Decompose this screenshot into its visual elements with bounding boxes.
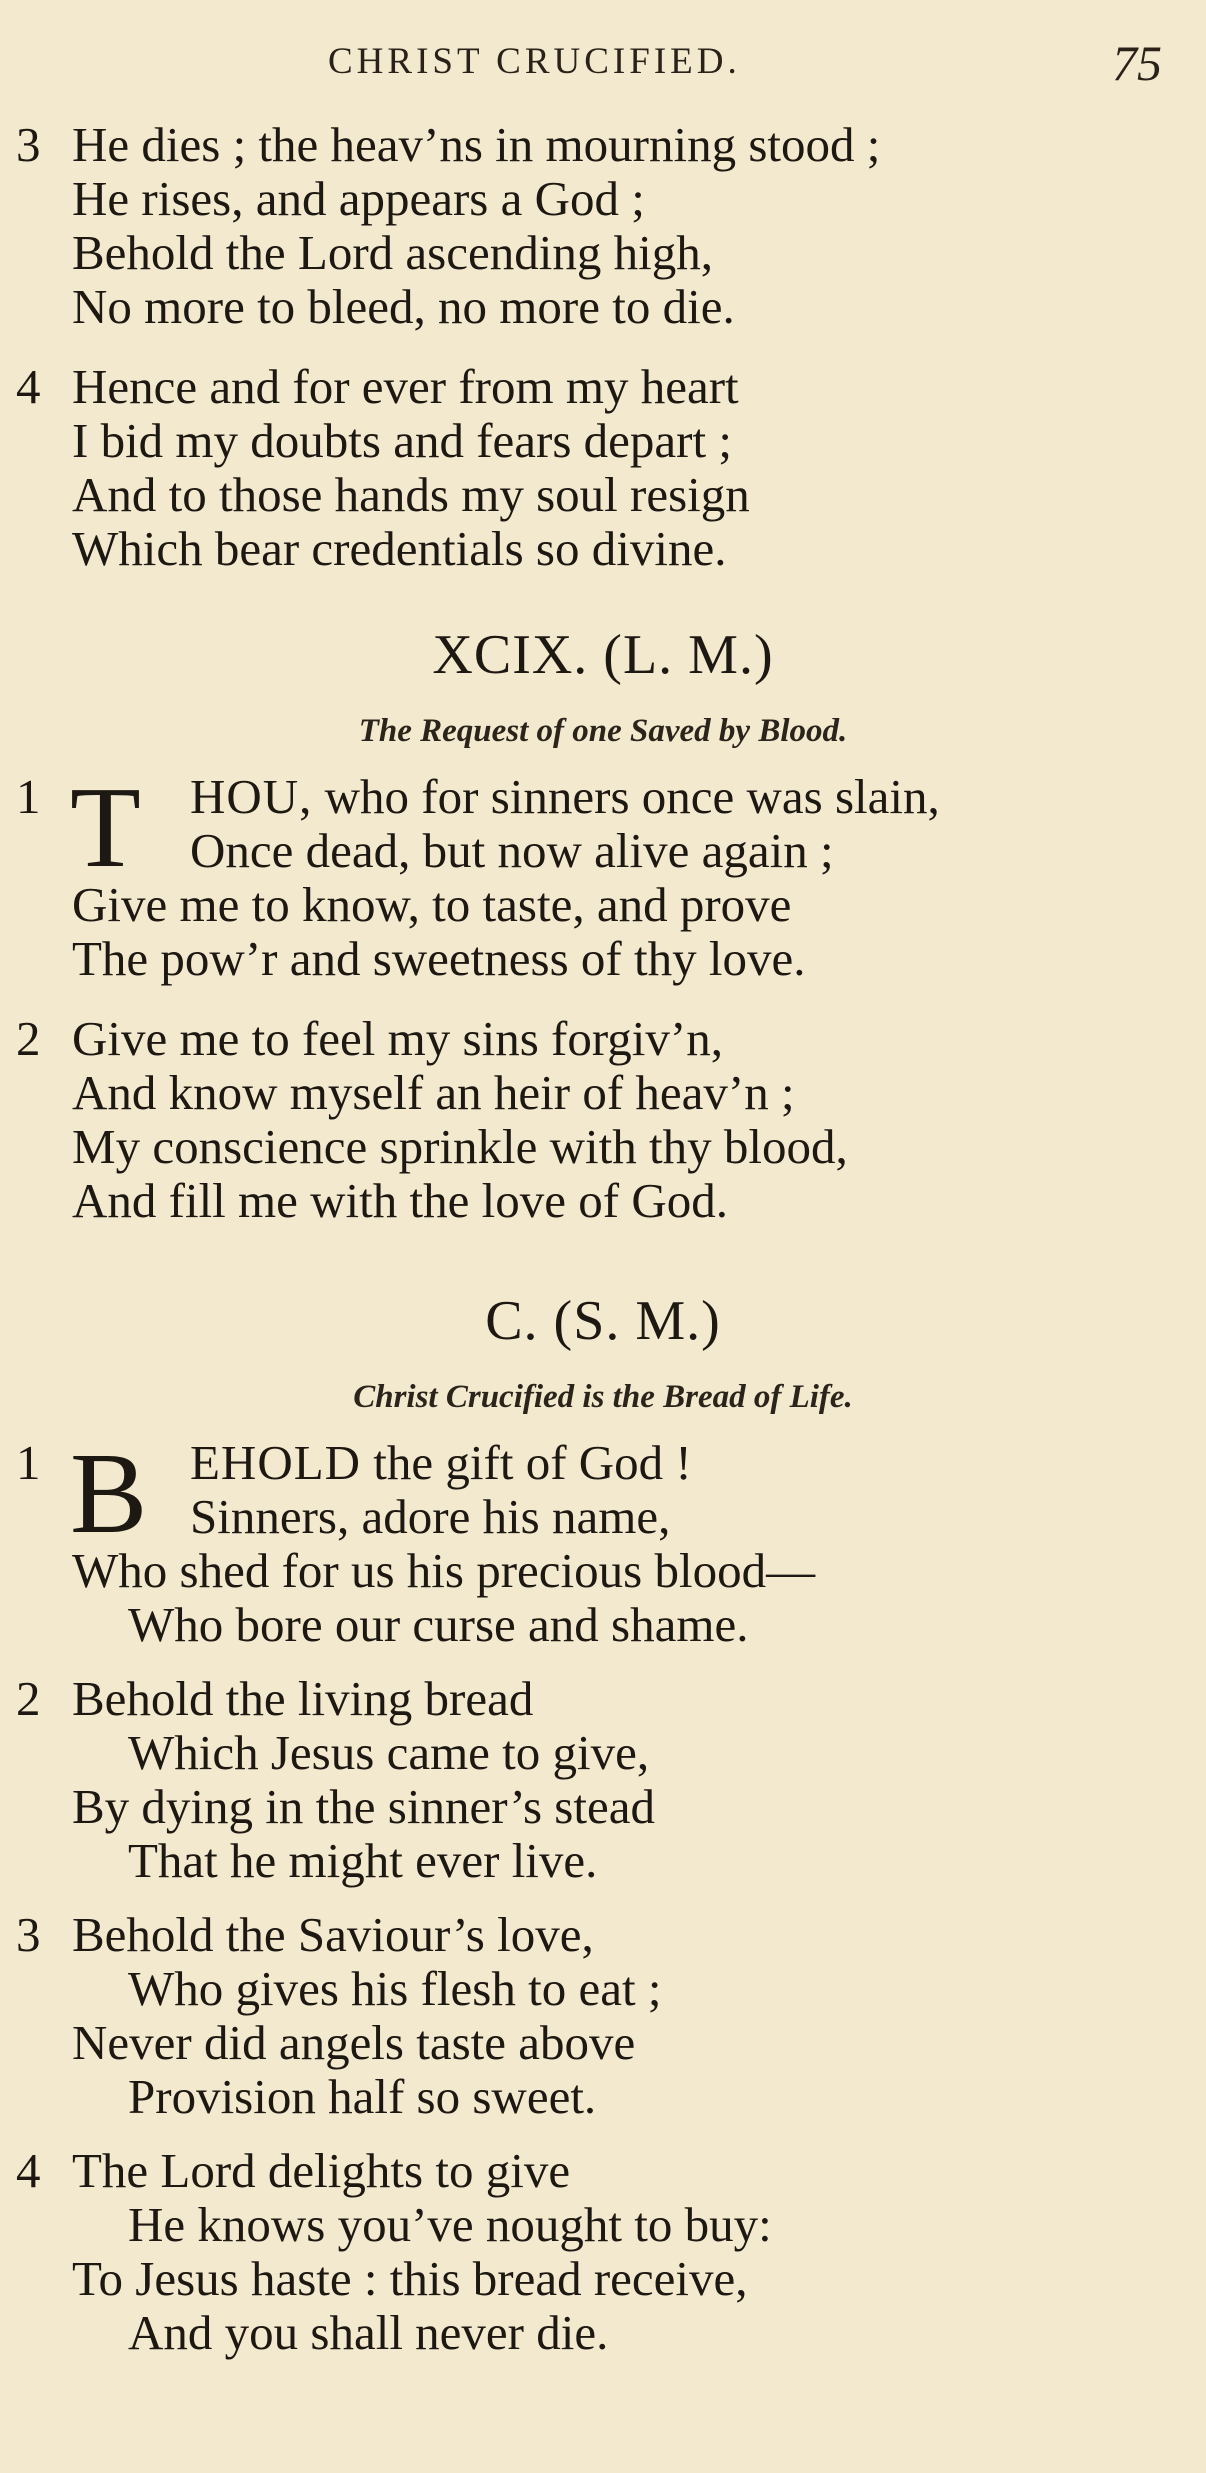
verse-text	[190, 770, 940, 824]
line-rest: who for sinners once was slain,	[324, 769, 940, 824]
running-head	[0, 30, 1206, 90]
verse-text: Who shed for us his precious blood—	[72, 1543, 816, 1598]
verse-text: I bid my doubts and fears depart ;	[72, 413, 732, 468]
verse-text: The pow’r and sweetness of thy love.	[72, 931, 806, 986]
hymn-heading: C. (S. M.)	[485, 1290, 721, 1352]
verse-text: And you shall never die.	[128, 2305, 609, 2360]
stanza-4	[0, 2144, 1206, 2360]
verse-line	[0, 1962, 1206, 2016]
verse-text: Provision half so sweet.	[128, 2069, 597, 2124]
stanza-1	[0, 764, 1206, 986]
verse-line	[0, 1544, 1206, 1598]
page-number: 75	[1112, 35, 1162, 91]
hymn-100	[0, 1286, 1206, 2360]
verse-line	[0, 932, 1206, 986]
verse-text: He knows you’ve nought to buy:	[128, 2197, 772, 2252]
verse-text: Behold the Lord ascending high,	[72, 225, 713, 280]
verse-line	[0, 2070, 1206, 2124]
verse-line	[0, 468, 1206, 522]
verse-line	[0, 1726, 1206, 1780]
first-word-rest: HOU,	[190, 769, 313, 824]
verse-text: Give me to know, to taste, and prove	[72, 877, 792, 932]
drop-cap: B	[70, 1430, 148, 1558]
stanza-2	[0, 1012, 1206, 1228]
verse-line	[0, 878, 1206, 932]
verse-line	[0, 1834, 1206, 1888]
verse-line	[0, 2016, 1206, 2070]
stanza-1	[0, 1430, 1206, 1652]
verse-text: And know myself an heir of heav’n ;	[72, 1065, 795, 1120]
running-head-title: CHRIST CRUCIFIED.	[328, 41, 741, 82]
verse-line	[0, 118, 1206, 172]
verse-text: And fill me with the love of God.	[72, 1173, 728, 1228]
verse-line	[0, 2306, 1206, 2360]
stanza-number: 3	[16, 1907, 41, 1962]
stanza-3	[0, 118, 1206, 334]
stanza-2	[0, 1672, 1206, 1888]
stanza-number: 1	[16, 1435, 41, 1490]
verse-line	[0, 414, 1206, 468]
line-rest: the gift of God !	[373, 1435, 692, 1490]
verse-line	[0, 360, 1206, 414]
verse-text: Once dead, but now alive again ;	[190, 823, 834, 878]
verse-line	[0, 226, 1206, 280]
verse-line	[0, 2144, 1206, 2198]
stanza-number: 2	[16, 1671, 41, 1726]
verse-text: Sinners, adore his name,	[190, 1489, 671, 1544]
verse-text: No more to bleed, no more to die.	[72, 279, 735, 334]
verse-line	[0, 172, 1206, 226]
verse-line	[0, 280, 1206, 334]
verse-line	[0, 1436, 1206, 1490]
stanza-number: 3	[16, 117, 41, 172]
verse-line	[0, 1598, 1206, 1652]
stanza-3	[0, 1908, 1206, 2124]
verse-text	[190, 1436, 692, 1490]
verse-text: He rises, and appears a God ;	[72, 171, 645, 226]
hymn-subtitle: The Request of one Saved by Blood.	[358, 713, 848, 749]
hymn-heading: XCIX. (L. M.)	[432, 624, 774, 686]
verse-line	[0, 824, 1206, 878]
hymn-subtitle: Christ Crucified is the Bread of Life.	[353, 1379, 853, 1415]
verse-line	[0, 1490, 1206, 1544]
verse-line	[0, 1120, 1206, 1174]
verse-line	[0, 2252, 1206, 2306]
verse-text: That he might ever live.	[128, 1833, 598, 1888]
verse-line	[0, 1012, 1206, 1066]
verse-text: Which bear credentials so divine.	[72, 521, 727, 576]
verse-text: Give me to feel my sins forgiv’n,	[72, 1011, 723, 1066]
verse-text: The Lord delights to give	[72, 2143, 571, 2198]
stanza-number: 4	[16, 359, 41, 414]
drop-cap: T	[70, 764, 141, 892]
stanza-number: 1	[16, 769, 41, 824]
verse-text: Who bore our curse and shame.	[128, 1597, 749, 1652]
verse-text: By dying in the sinner’s stead	[72, 1779, 655, 1834]
first-word-rest: EHOLD	[190, 1435, 362, 1490]
previous-hymn-continuation	[0, 118, 1206, 576]
stanza-number: 2	[16, 1011, 41, 1066]
verse-text: Which Jesus came to give,	[128, 1725, 650, 1780]
verse-line	[0, 1066, 1206, 1120]
verse-text: Never did angels taste above	[72, 2015, 636, 2070]
verse-text: Behold the Saviour’s love,	[72, 1907, 594, 1962]
verse-line	[0, 1174, 1206, 1228]
verse-text: Hence and for ever from my heart	[72, 359, 739, 414]
stanza-number: 4	[16, 2143, 41, 2198]
verse-line	[0, 2198, 1206, 2252]
verse-text: My conscience sprinkle with thy blood,	[72, 1119, 848, 1174]
verse-text: Who gives his flesh to eat ;	[128, 1961, 662, 2016]
verse-line	[0, 1780, 1206, 1834]
verse-text: To Jesus haste : this bread receive,	[72, 2251, 748, 2306]
verse-text: He dies ; the heav’ns in mourning stood ;	[72, 117, 881, 172]
hymn-99	[0, 620, 1206, 1228]
verse-line	[0, 1672, 1206, 1726]
verse-line	[0, 770, 1206, 824]
verse-line	[0, 1908, 1206, 1962]
verse-text: And to those hands my soul resign	[72, 467, 750, 522]
verse-line	[0, 522, 1206, 576]
stanza-4	[0, 360, 1206, 576]
verse-text: Behold the living bread	[72, 1671, 534, 1726]
